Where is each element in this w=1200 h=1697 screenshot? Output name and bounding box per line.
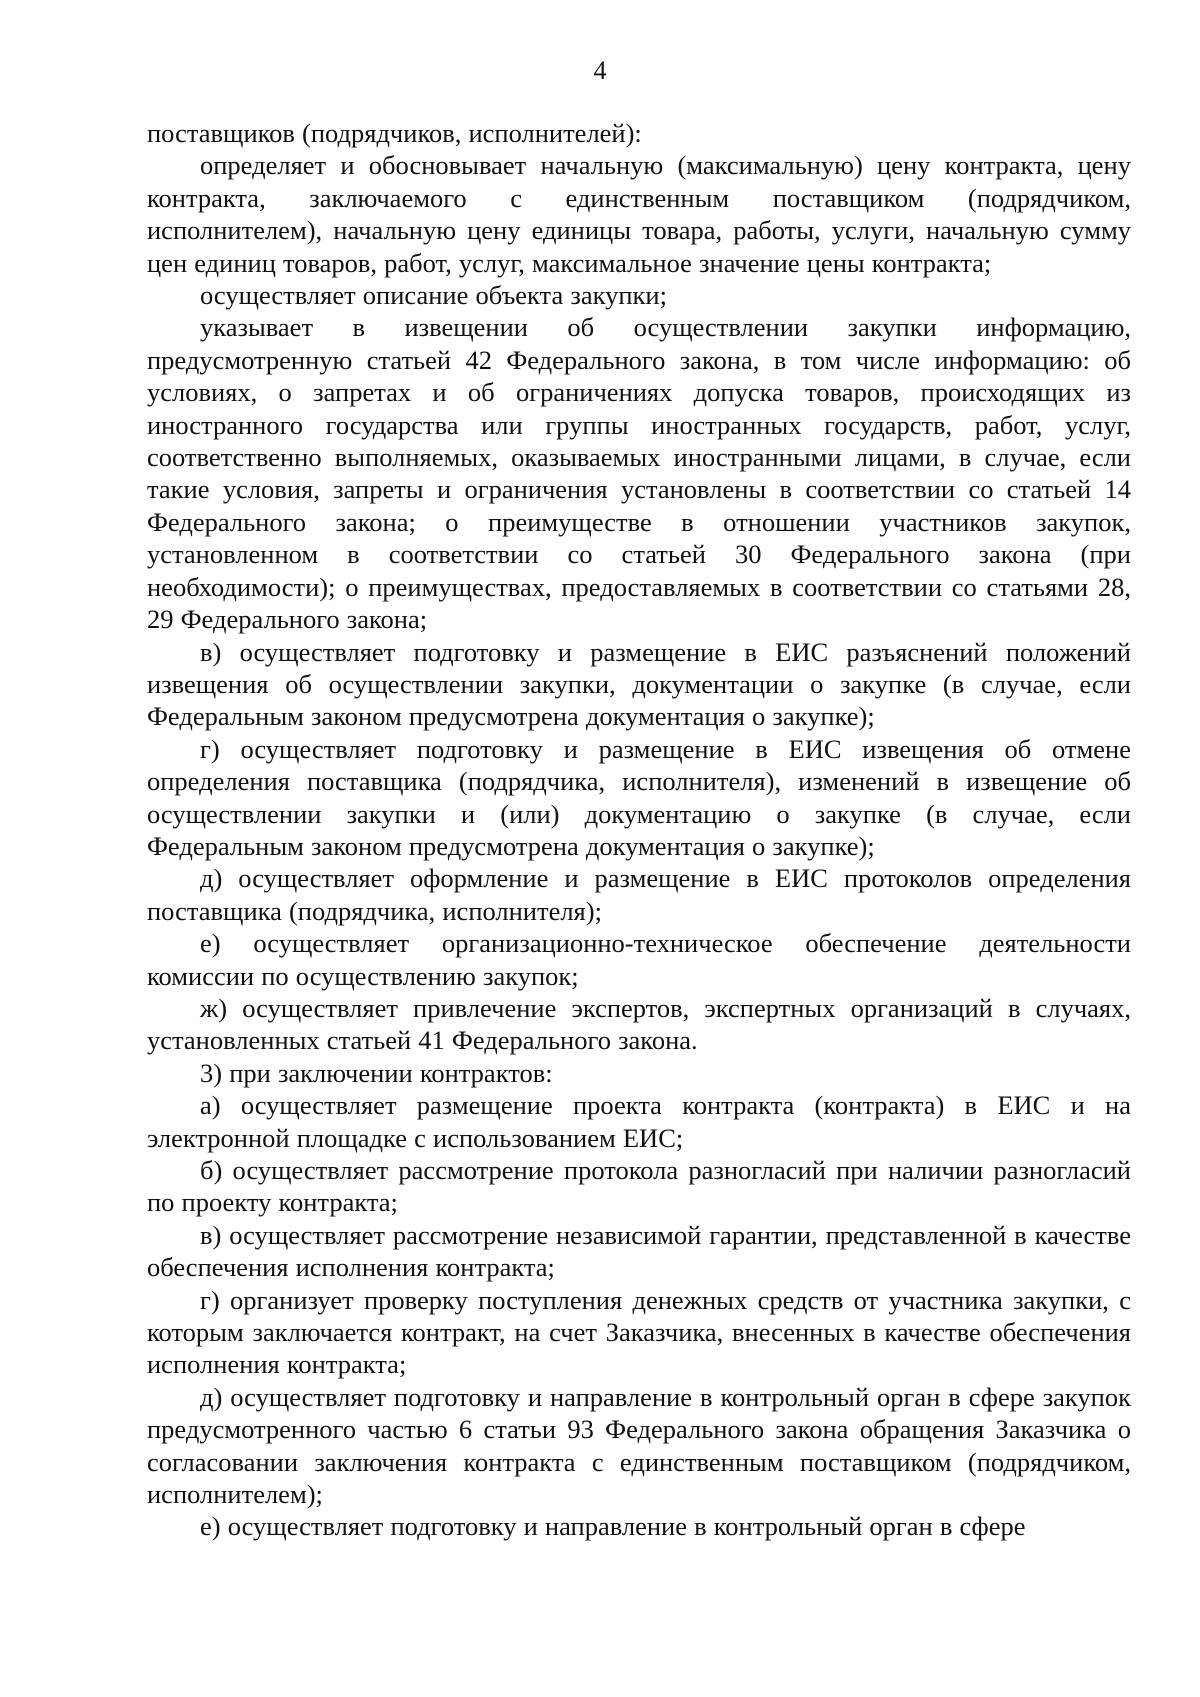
paragraph: е) осуществляет подготовку и направление в контрольный орган в сфере <box>200 1511 1026 1542</box>
paragraph: ж) осуществляет привлечение экспертов, экспертных организаций в случаях, установленных статьей 41 Федерального закона. <box>147 992 1131 1056</box>
page-number: 4 <box>593 56 607 85</box>
document-body <box>147 117 1131 1543</box>
paragraph: д) осуществляет оформление и размещение в ЕИС протоколов определения поставщика (подрядчика, исполнителя); <box>147 863 1131 926</box>
paragraph: б) осуществляет рассмотрение протокола разногласий при наличии разногласий по проекту контракта; <box>147 1155 1131 1218</box>
paragraph: а) осуществляет размещение проекта контракта (контракта) в ЕИС и на электронной площадке с использованием ЕИС; <box>147 1090 1131 1153</box>
paragraph: г) организует проверку поступления денежных средств от участника закупки, с которым заключается контракт, на счет Заказчика, внесенных в качестве обеспечения исполнения контракта; <box>147 1284 1131 1380</box>
paragraph: 3) при заключении контрактов: <box>200 1057 553 1088</box>
paragraph: г) осуществляет подготовку и размещение в ЕИС извещения об отмене определения поставщика (подрядчика, исполнителя), изменений в извещение об осуществлении закупки и (или) документацию о закупке (в случае, если Федеральным законом предусмотрена документация о закупке); <box>147 733 1131 861</box>
paragraph: поставщиков (подрядчиков, исполнителей): <box>147 118 642 148</box>
paragraph: в) осуществляет подготовку и размещение в ЕИС разъяснений положений извещения об осуществлении закупки, документации о закупке (в случае, если Федеральным законом предусмотрена документация о закупке); <box>147 636 1131 732</box>
paragraph: осуществляет описание объекта закупки; <box>200 280 667 311</box>
paragraph: определяет и обосновывает начальную (максимальную) цену контракта, цену контракта, заключаемого с единственным поставщиком (подрядчиком, исполнителем), начальную цену единицы товара, работы, услуги, начальную сумму цен единиц товаров, работ, услуг, максимальное значение цены контракта; <box>147 150 1131 278</box>
paragraph: в) осуществляет рассмотрение независимой гарантии, представленной в качестве обеспечения исполнения контракта; <box>147 1219 1131 1283</box>
paragraph: указывает в извещении об осуществлении закупки информацию, предусмотренную статьей 42 Федерального закона, в том числе информацию: об условиях, о запретах и об ограничениях допуска товаров, происходящих из иностранного государства или группы иностранных государств, работ, услуг, соответственно выполняемых, оказываемых иностранными лицами, в случае, если такие условия, запреты и ограничения установлены в соответствии со статьей 14 Федерального закона; о преимуществе в отношении участников закупок, установленном в соответствии со статьей 30 Федерального закона (при необходимости); о преимуществах, предоставляемых в соответствии со статьями 28, 29 Федерального закона; <box>147 312 1131 635</box>
paragraph: д) осуществляет подготовку и направление в контрольный орган в сфере закупок предусмотренного частью 6 статьи 93 Федерального закона обращения Заказчика о согласовании заключения контракта с единственным поставщиком (подрядчиком, исполнителем); <box>147 1381 1131 1510</box>
paragraph: е) осуществляет организационно-техническое обеспечение деятельности комиссии по осуществлению закупок; <box>147 928 1131 991</box>
